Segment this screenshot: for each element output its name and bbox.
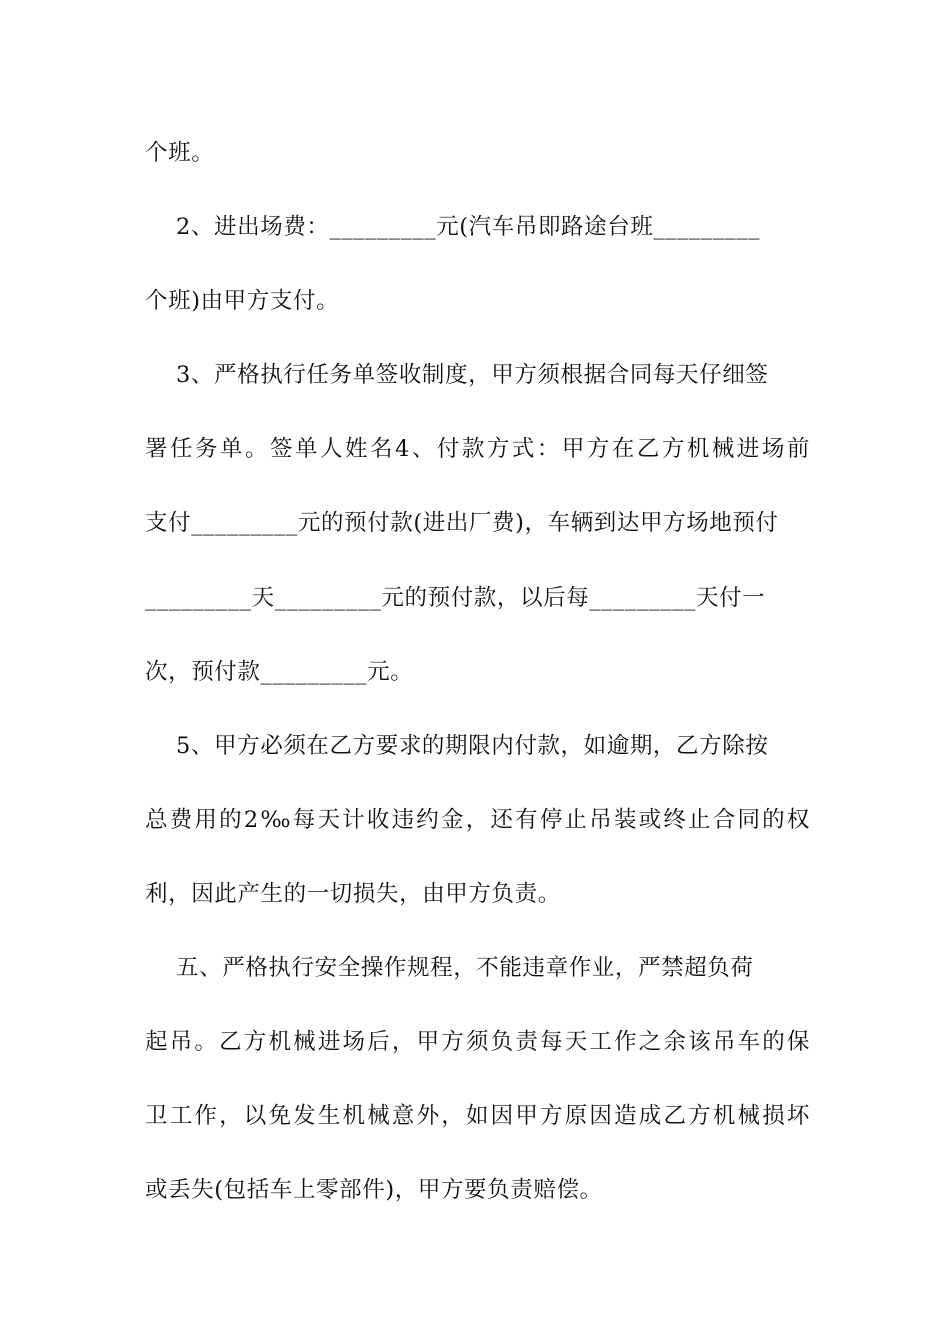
text-line: 利，因此产生的一切损失，由甲方负责。	[145, 881, 561, 907]
text-line: 卫工作，以免发生机械意外，如因甲方原因造成乙方机械损坏	[145, 1103, 810, 1129]
text-line: 个班。	[145, 140, 215, 166]
text-line: 5、甲方必须在乙方要求的期限内付款，如逾期，乙方除按	[145, 733, 769, 759]
text-line: 总费用的2‰每天计收违约金，还有停止吊装或终止合同的权	[145, 807, 810, 833]
text-line: 署任务单。签单人姓名4、付款方式：甲方在乙方机械进场前	[145, 436, 810, 462]
text-line: 起吊。乙方机械进场后，甲方须负责每天工作之余该吊车的保	[145, 1029, 810, 1055]
text-line: 个班)由甲方支付。	[145, 288, 340, 314]
text-line: 2、进出场费：_________元(汽车吊即路途台班_________	[145, 214, 761, 240]
text-line: 3、严格执行任务单签收制度，甲方须根据合同每天仔细签	[145, 362, 769, 388]
text-line: _________天_________元的预付款，以后每_________天付一	[145, 585, 766, 611]
text-line: 五、严格执行安全操作规程，不能违章作业，严禁超负荷	[145, 955, 754, 981]
text-line: 次，预付款_________元。	[145, 659, 414, 685]
text-line: 或丢失(包括车上零部件)，甲方要负责赔偿。	[145, 1177, 603, 1203]
text-line: 支付_________元的预付款(进出厂费)，车辆到达甲方场地预付	[145, 510, 779, 536]
